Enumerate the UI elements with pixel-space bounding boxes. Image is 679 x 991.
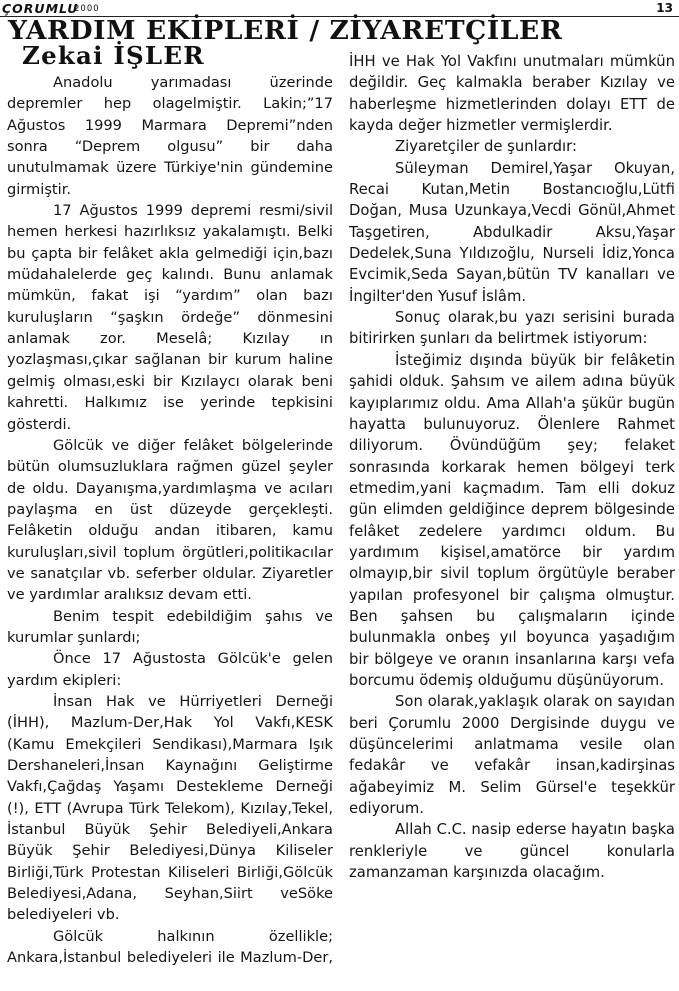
article-right-column xyxy=(349,51,675,883)
paragraph-solidarity: Gölcük ve diğer felâket bölgelerinde bütün olumsuzluklara rağmen güzel şeyler de oldu. Dayanışma,yardımlaşma ve acıları paylaşma en üst düzeyde gerçekleşti. Felâketin olduğu andan itibaren, kamu kuruluşları,sivil toplum örgütleri,politikacılar ve sanatçılar vb. seferber oldular. Ziyaretler ve yardımlar aralıksız devam etti. xyxy=(7,436,333,604)
article-left-column xyxy=(7,72,333,968)
paragraph-closing: Allah C.C. nasip ederse hayatın başka renkleriyle ve güncel konularla zamanzaman karşınızda olacağım. xyxy=(349,821,675,882)
paragraph-earthquake-response: 17 Ağustos 1999 depremi resmi/sivil hemen herkesi hazırlıksız yakalamıştı. Belki bu çapta bir felâket akla gelmediği için,bazı müdahalelerde geç kalındı. Bunu anlamak mümkün, fakat işi “yardım” olan bazı kuruluşların “şaşkın ördeğe” dönmesini anlamak zor. Meselâ; Kızılay ın yozlaşması,çıkar sağlanan bir kurum haline gelmiş olması,eski bir Kızılaycı olarak beni kahretti. Halkımız ise yerinde tepkisini gösterdi. xyxy=(7,202,333,433)
paragraph-rescue-teams-list: İnsan Hak ve Hürriyetleri Derneği (İHH), Mazlum-Der,Hak Yol Vakfı,KESK (Kamu Emekçileri Sendikası),Marmara Işık Dershaneleri,İnsan Kaynağını Geliştirme Vakfı,Çağdaş Yaşamı Destekleme Derneği (!), ETT (Avrupa Türk Telekom), Kızılay,Tekel, İstanbul Büyük Şehir Belediyeli,Ankara Büyük Şehir Belediyesi,Dünya Kiliseler Birliği,Türk Protestan Kiliseleri Birliği,Gölcük Belediyesi,Adana, Seyhan,Siirt veSöke belediyeleri vb. xyxy=(7,692,333,924)
paragraph-golcuk-people-continued: İHH ve Hak Yol Vakfını unutmaları mümkün değildir. Geç kalmakla beraber Kızılay ve haberleşme hizmetlerinden dolayı ETT de kayda değer hizmetler vermişlerdir. xyxy=(349,53,675,135)
article-author: Zekai İŞLER xyxy=(22,41,205,70)
paragraph-institutions-intro: Benim tespit edebildiğim şahıs ve kurumlar şunlardı; xyxy=(7,607,333,646)
paragraph-personal-experience: İsteğimiz dışında büyük bir felâketin şahidi olduk. Şahsım ve ailem adına büyük kayıplarımız oldu. Ama Allah'a şükür bugün hayatta bulunuyoruz. Ölenlere Rahmet diliyorum. Övündüğüm şey; felaket sonrasında korkarak hemen bölgeyi terk etmedim,yani kaçmadım. Tam elli dokuz gün elimden geldiğince deprem bölgesinde felâket zedelere yardımcı oldum. Bu yardımım kişisel,amatörce bir yardım olmayıp,bir sivil toplum örgütüyle beraber yapılan profesyonel bir çalışma olmuştur. Ben şahsen bu çalışmaların içinde bulunmakla onbeş yıl boyunca yaşadığım bir bölgeye ve oranın insanlarına karşı vefa borcumu ödemiş olduğumu düşünüyorum. xyxy=(349,351,675,689)
paragraph-intro: Anadolu yarımadası üzerinde depremler hep olagelmiştir. Lakin;”17 Ağustos 1999 Marmara Depremi”nden sonra “Deprem olgusu” bir daha unutulmamak üzere Türkiye'nin gündemine girmiştir. xyxy=(7,74,333,198)
paragraph-thanks: Son olarak,yaklaşık olarak on sayıdan beri Çorumlu 2000 Dergisinde duygu ve düşüncelerimi anlatmama vesile olan fedakâr ve vefakâr insan,kadirşinas ağabeyimiz M. Selim Gürsel'e teşekkür ediyorum. xyxy=(349,693,675,818)
article-headline: YARDIM EKİPLERİ / ZİYARETÇİLER xyxy=(8,15,563,46)
paragraph-rescue-teams-intro: Önce 17 Ağustosta Gölcük'e gelen yardım ekipleri: xyxy=(7,650,333,689)
paragraph-visitors-list: Süleyman Demirel,Yaşar Okuyan, Recai Kutan,Metin Bostancıoğlu,Lütfi Doğan, Musa Uzunkaya,Vecdi Gönül,Ahmet Taşgetiren, Abdulkadir Aksu,Yaşar Dedelek,Suna Yıldızoğlu, Nurseli İdiz,Yonca Evcimik,Seda Sayan,bütün TV kanalları ve İngilter'den Yusuf İslâm. xyxy=(349,159,675,305)
paragraph-conclusion-intro: Sonuç olarak,bu yazı serisini burada bitirirken şunları da belirtmek istiyorum: xyxy=(349,309,675,348)
magazine-logo: ÇORUMLU xyxy=(2,1,79,16)
page-number: 13 xyxy=(656,1,673,15)
paragraph-visitors-intro: Ziyaretçiler de şunlardır: xyxy=(395,138,577,156)
magazine-year: 2000 xyxy=(74,4,100,14)
paragraph-golcuk-people: Gölcük halkının özellikle; Ankara,İstanbul belediyeleri ile Mazlum-Der, xyxy=(7,927,333,967)
